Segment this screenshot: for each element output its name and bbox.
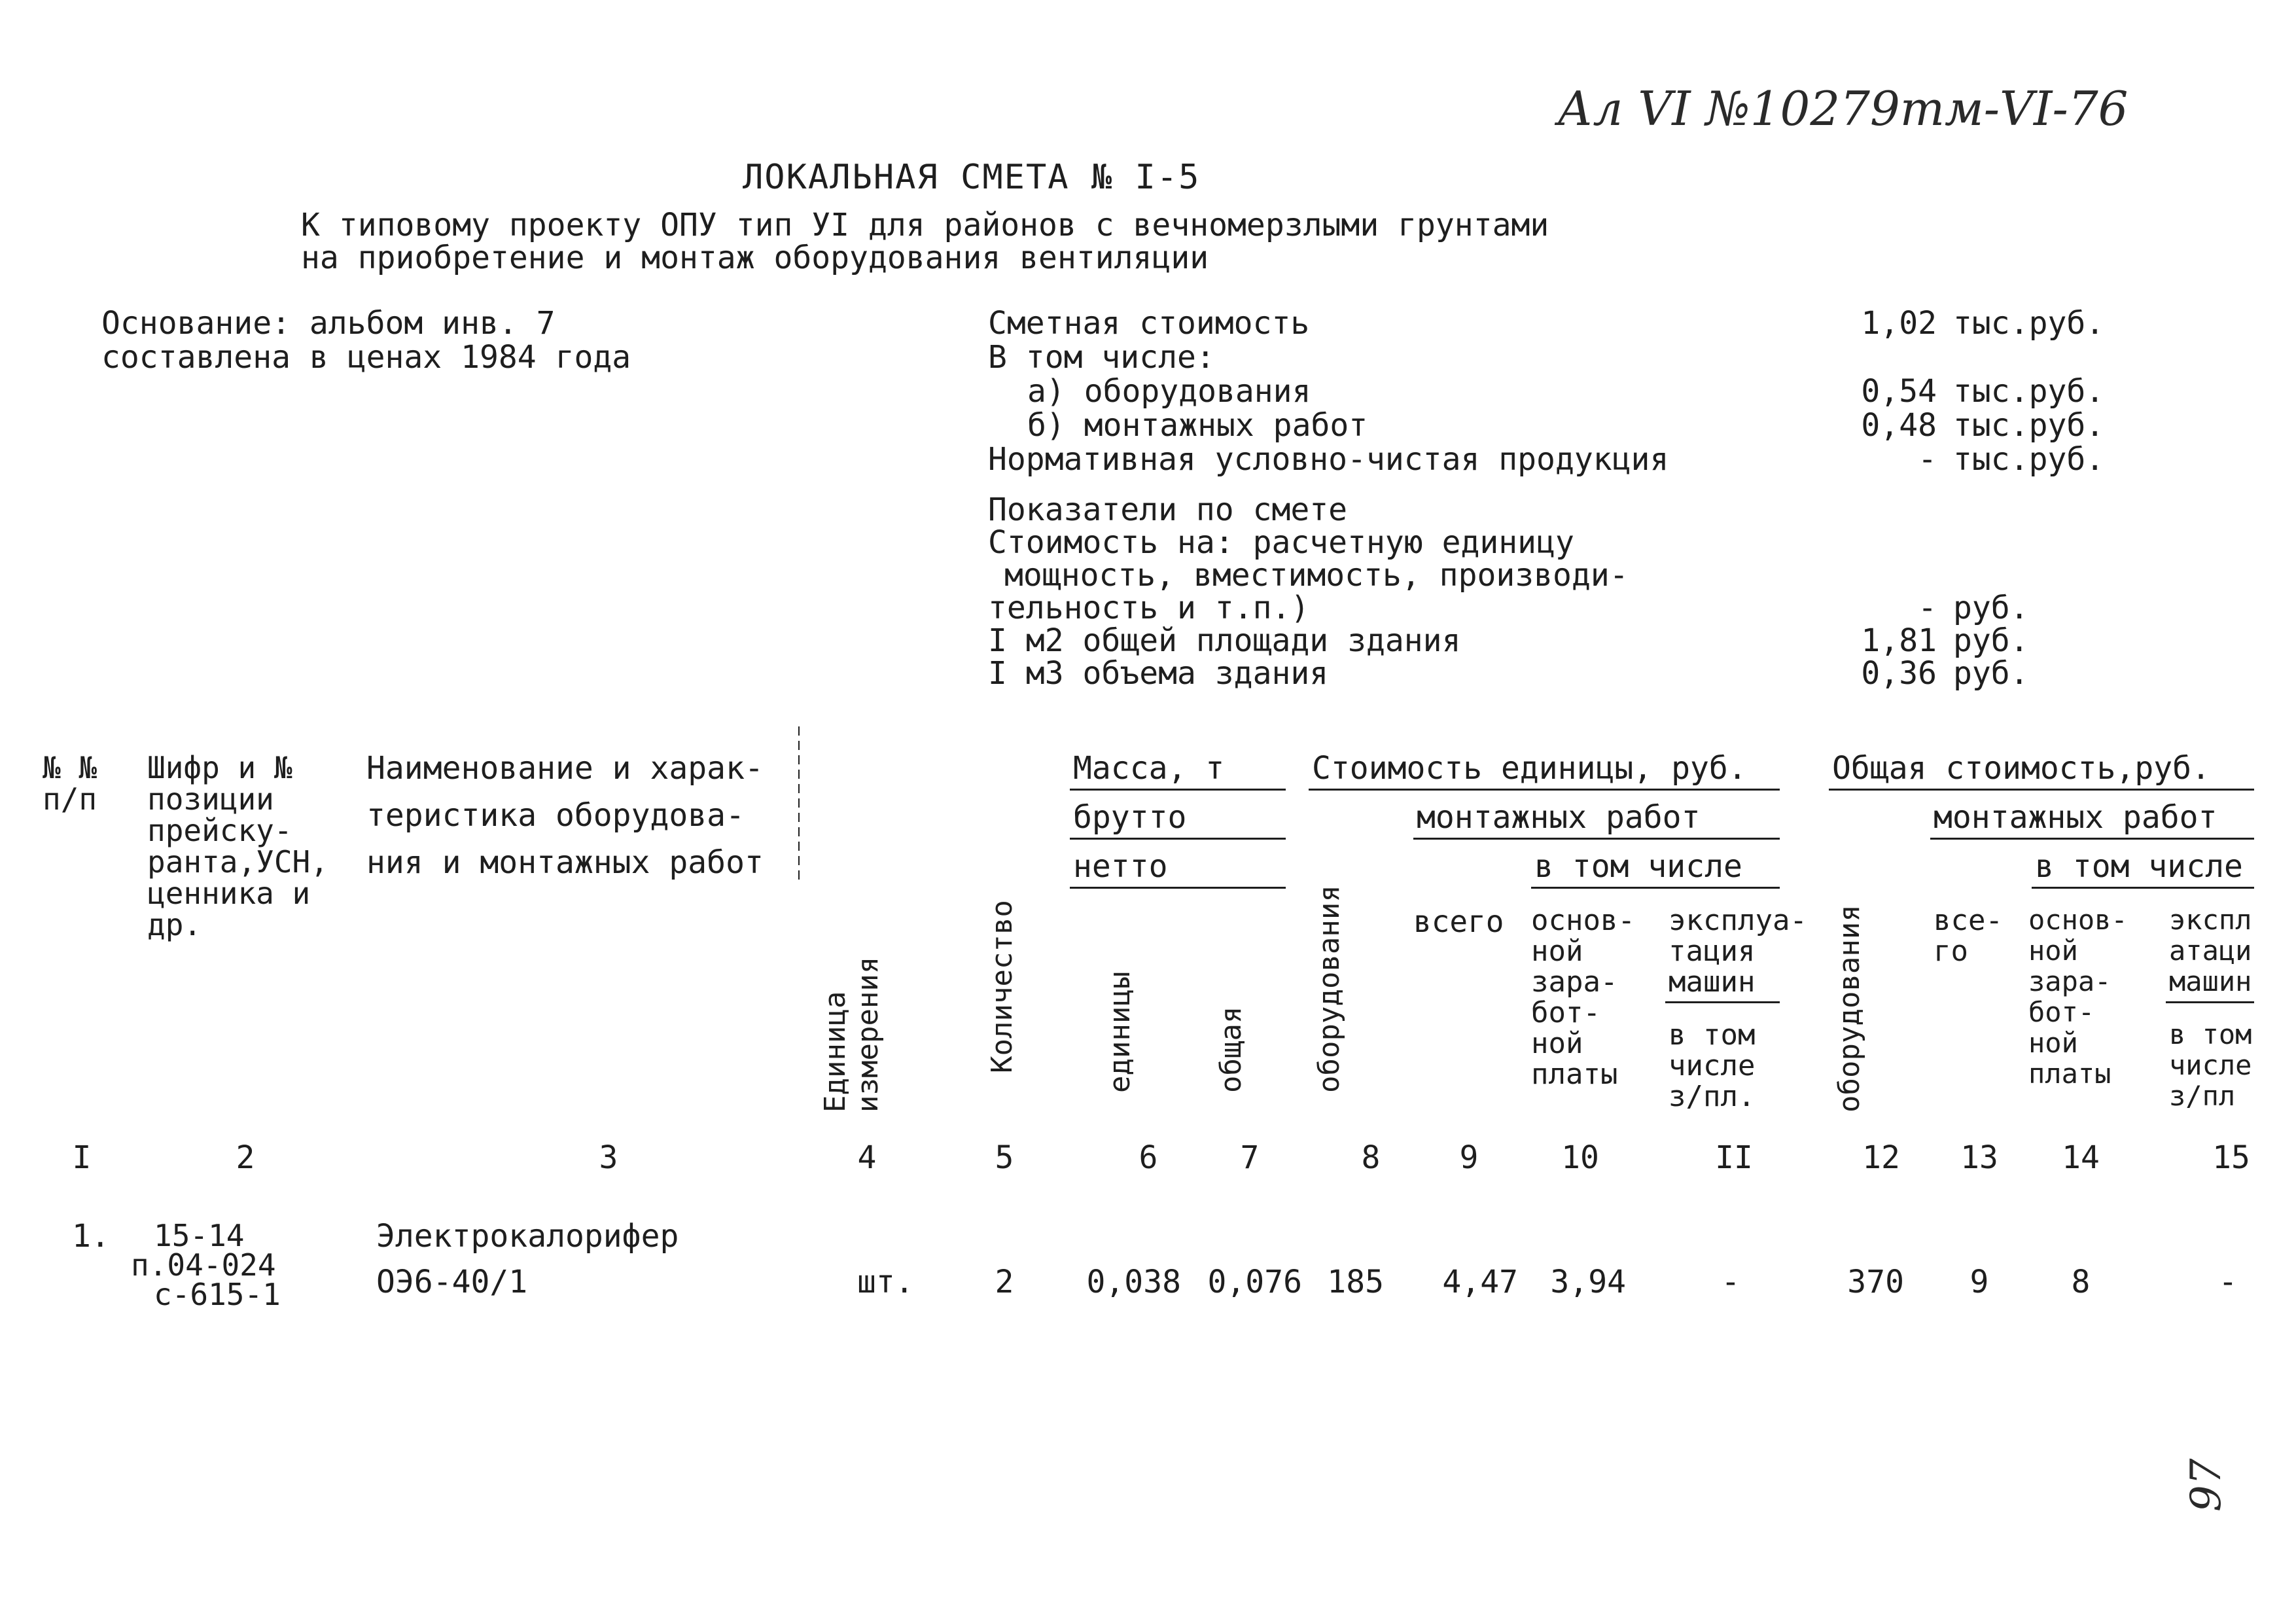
incl-total-underline — [2032, 887, 2254, 889]
basis-line-2: составлена в ценах 1984 года — [101, 339, 631, 376]
col-number: 14 — [2062, 1139, 2100, 1176]
indicator-value: 0,36 — [1861, 655, 1937, 692]
header-equipment: оборудования — [1313, 885, 1346, 1093]
header-total: всего — [1413, 904, 1504, 939]
col-number: 7 — [1240, 1139, 1260, 1176]
subtitle-line-2: на приобретение и монтаж оборудования вентиляции — [301, 240, 1209, 276]
header-brutto: брутто — [1073, 799, 1187, 836]
header-machines: эксплуа- — [1669, 904, 1807, 937]
col-number: II — [1715, 1139, 1753, 1176]
header-code: прейску- — [147, 813, 292, 848]
header-machines-total-salary: з/пл — [2169, 1080, 2236, 1112]
summary-value: - — [1918, 441, 1937, 478]
unit-cost-underline — [1309, 789, 1780, 791]
page-number: 97 — [2182, 1458, 2231, 1512]
header-mounting: монтажных работ — [1417, 799, 1701, 836]
header-salary-total: зара- — [2028, 965, 2111, 997]
mounting-total-underline — [1930, 838, 2254, 840]
header-machines: тация — [1669, 935, 1756, 968]
row-mass-unit: 0,038 — [1086, 1264, 1181, 1300]
indicators-line: мощность, вместимость, производи- — [1004, 557, 1629, 594]
document-title: ЛОКАЛЬНАЯ СМЕТА № I-5 — [743, 158, 1201, 197]
summary-unit: тыс.руб. — [1953, 305, 2105, 342]
col-number: 13 — [1960, 1139, 1998, 1176]
header-name: ния и монтажных работ — [366, 844, 764, 881]
header-code: позиции — [147, 781, 274, 817]
col-number: 8 — [1361, 1139, 1381, 1176]
header-salary-total: платы — [2028, 1058, 2111, 1090]
row-name: Электрокалорифер — [376, 1218, 679, 1255]
indicator-value: - — [1918, 590, 1937, 626]
header-num: п/п — [43, 781, 97, 817]
header-unit: Единица — [819, 991, 852, 1113]
header-total-all: го — [1934, 935, 1968, 968]
header-salary-total: ной — [2028, 1027, 2078, 1059]
header-code: др. — [147, 907, 202, 942]
header-machines-salary: з/пл. — [1669, 1080, 1756, 1113]
header-code: ценника и — [147, 876, 311, 911]
header-mass: Масса, т — [1073, 750, 1225, 787]
header-unit: измерения — [851, 956, 885, 1113]
row-mounting-total: 9 — [1969, 1264, 1989, 1300]
indicators-line: тельность и т.п.) — [988, 590, 1310, 626]
header-salary: основ- — [1531, 904, 1635, 937]
header-machines-salary: числе — [1669, 1049, 1756, 1082]
header-name: теристика оборудова- — [366, 797, 745, 834]
header-salary: ной — [1531, 935, 1583, 968]
machines-underline — [1665, 1001, 1780, 1003]
col-number: 2 — [236, 1139, 255, 1176]
row-equipment-total: 370 — [1847, 1264, 1904, 1300]
summary-value: 1,02 — [1861, 305, 1937, 342]
col-number: 12 — [1862, 1139, 1900, 1176]
header-machines-total: экспл — [2169, 904, 2252, 936]
brutto-underline — [1070, 838, 1286, 840]
header-code: Шифр и № — [147, 750, 292, 785]
header-incl: в том числе — [1534, 848, 1742, 885]
incl-underline — [1531, 887, 1780, 889]
total-cost-underline — [1829, 789, 2254, 791]
header-divider — [798, 726, 800, 883]
mounting-underline — [1413, 838, 1780, 840]
header-mass-unit: единицы — [1103, 971, 1137, 1093]
row-salary: 3,94 — [1550, 1264, 1626, 1300]
header-machines: машин — [1669, 965, 1756, 999]
col-number: 6 — [1139, 1139, 1158, 1176]
row-qty: 2 — [995, 1264, 1014, 1300]
row-unit: шт. — [857, 1264, 914, 1300]
basis-line-1: Основание: альбом инв. 7 — [101, 305, 556, 342]
header-incl-total: в том числе — [2035, 848, 2243, 885]
indicator-unit: руб. — [1953, 655, 2029, 692]
header-salary-total: ной — [2028, 935, 2078, 967]
header-salary: ной — [1531, 1027, 1583, 1060]
header-mounting-total: монтажных работ — [1934, 799, 2217, 836]
mass-underline — [1070, 789, 1286, 791]
indicator-value: 1,81 — [1861, 622, 1937, 659]
header-salary: платы — [1531, 1058, 1618, 1091]
row-mass-total: 0,076 — [1207, 1264, 1302, 1300]
row-code: п.04-024 — [131, 1247, 276, 1283]
header-name: Наименование и харак- — [366, 750, 764, 787]
indicators-heading: Показатели по смете — [988, 491, 1348, 528]
row-machines-total: - — [2218, 1264, 2238, 1300]
header-qty: Количество — [985, 900, 1019, 1073]
header-total-cost: Общая стоимость,руб. — [1832, 750, 2210, 787]
row-machines: - — [1721, 1264, 1740, 1300]
header-unit-cost: Стоимость единицы, руб. — [1312, 750, 1747, 787]
row-equipment: 185 — [1327, 1264, 1384, 1300]
indicator-label: I м3 объема здания — [988, 655, 1329, 692]
header-salary: зара- — [1531, 965, 1618, 999]
summary-unit: тыс.руб. — [1953, 373, 2105, 410]
row-salary-total: 8 — [2071, 1264, 2091, 1300]
row-name: ОЭ6-40/1 — [376, 1264, 528, 1300]
machines-total-underline — [2166, 1001, 2254, 1003]
summary-label: Нормативная условно-чистая продукция — [988, 441, 1669, 478]
header-num: № № — [43, 750, 97, 785]
summary-unit: тыс.руб. — [1953, 407, 2105, 444]
header-machines-total-salary: в том — [2169, 1018, 2252, 1050]
indicator-label: I м2 общей площади здания — [988, 622, 1461, 659]
header-machines-salary: в том — [1669, 1018, 1756, 1052]
summary-unit: тыс.руб. — [1953, 441, 2105, 478]
col-number: 3 — [599, 1139, 618, 1176]
header-salary-total: основ- — [2028, 904, 2128, 936]
subtitle-line-1: К типовому проекту ОПУ тип УI для районов с вечномерзлыми грунтами — [301, 207, 1549, 243]
col-number: I — [72, 1139, 92, 1176]
row-total: 4,47 — [1442, 1264, 1518, 1300]
row-num: 1. — [72, 1218, 110, 1255]
row-code: с-615-1 — [154, 1277, 281, 1312]
header-salary-total: бот- — [2028, 996, 2095, 1028]
col-number: 10 — [1561, 1139, 1599, 1176]
header-salary: бот- — [1531, 996, 1600, 1029]
header-mass-total: общая — [1214, 1006, 1248, 1093]
summary-label: а) оборудования — [1027, 373, 1311, 410]
col-number: 15 — [2212, 1139, 2250, 1176]
indicator-unit: руб. — [1953, 590, 2029, 626]
summary-label: Сметная стоимость — [988, 305, 1310, 342]
archive-stamp: Ал VI №10279тм-VI-76 — [1557, 81, 2128, 136]
col-number: 5 — [995, 1139, 1014, 1176]
summary-label: б) монтажных работ — [1027, 407, 1368, 444]
summary-value: 0,48 — [1861, 407, 1937, 444]
summary-value: 0,54 — [1861, 373, 1937, 410]
summary-label: В том числе: — [988, 339, 1215, 376]
col-number: 9 — [1459, 1139, 1479, 1176]
indicators-line: Стоимость на: расчетную единицу — [988, 524, 1574, 561]
header-code: ранта,УСН, — [147, 844, 328, 880]
header-total-all: все- — [1934, 904, 2003, 937]
netto-underline — [1070, 887, 1286, 889]
header-equipment-total: оборудования — [1833, 904, 1866, 1113]
header-machines-total: атаци — [2169, 935, 2252, 967]
col-number: 4 — [857, 1139, 877, 1176]
header-machines-total-salary: числе — [2169, 1049, 2252, 1081]
indicator-unit: руб. — [1953, 622, 2029, 659]
row-code: 15-14 — [154, 1218, 245, 1253]
header-machines-total: машин — [2169, 965, 2252, 997]
header-netto: нетто — [1073, 848, 1168, 885]
